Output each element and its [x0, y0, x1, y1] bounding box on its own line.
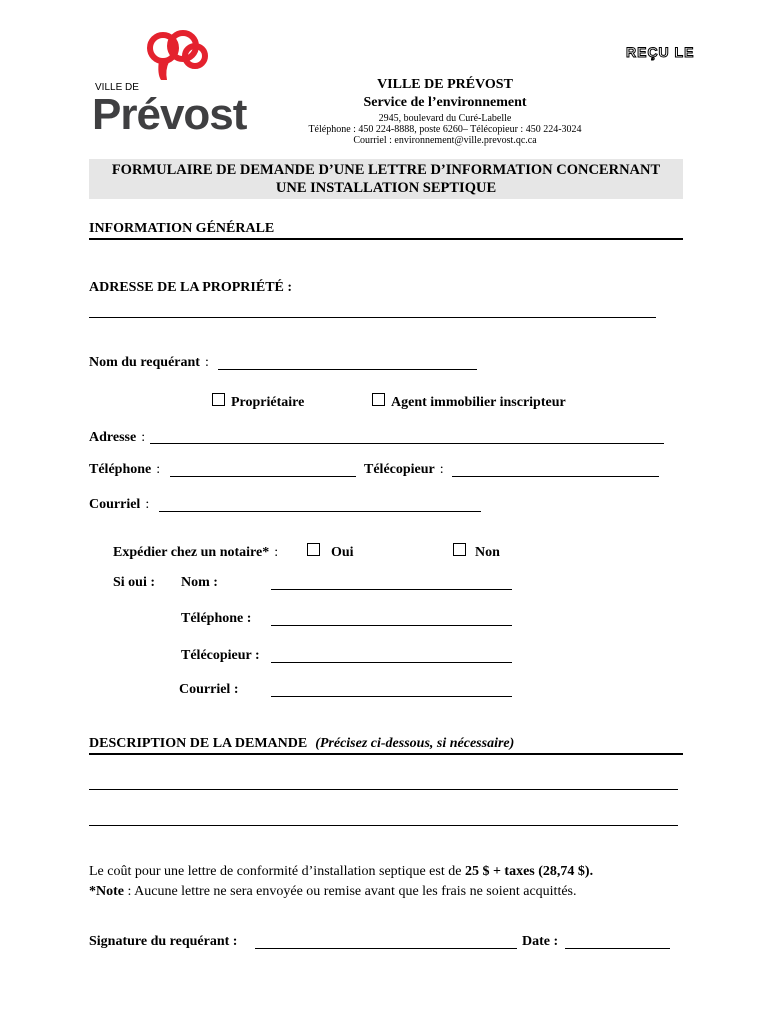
signature-label: Signature du requérant :: [89, 934, 238, 949]
notary-phone-label: Téléphone :: [181, 611, 252, 626]
city-title: VILLE DE PRÉVOST: [377, 77, 513, 92]
agent-checkbox[interactable]: [372, 393, 385, 406]
colon: :: [141, 430, 146, 445]
section-rule: [89, 753, 683, 755]
colon: :: [156, 462, 161, 477]
fax-label: Télécopieur: [364, 462, 435, 477]
service-phone-fax: Téléphone : 450 224-8888, poste 6260– Télécopieur : 450 224-3024: [308, 124, 582, 135]
form-title-line1: FORMULAIRE DE DEMANDE D’UNE LETTRE D’INFORMATION CONCERNANT: [111, 162, 661, 178]
general-section-title: INFORMATION GÉNÉRALE: [89, 221, 275, 236]
logo-mark-icon: [137, 30, 212, 82]
colon: :: [204, 355, 209, 370]
date-field[interactable]: [565, 948, 670, 949]
service-address: 2945, boulevard du Curé-Labelle: [378, 113, 512, 124]
description-line-2[interactable]: [89, 825, 678, 826]
email-label: Courriel: [89, 497, 141, 512]
notary-fax-label: Télécopieur :: [181, 648, 260, 663]
notary-name-label: Nom :: [181, 575, 218, 590]
notary-yes-checkbox[interactable]: [307, 543, 320, 556]
colon: :: [439, 462, 444, 477]
description-line-1[interactable]: [89, 789, 678, 790]
phone-label: Téléphone: [89, 462, 152, 477]
phone-field[interactable]: [170, 476, 356, 477]
notary-fax-field[interactable]: [271, 662, 512, 663]
signature-field[interactable]: [255, 948, 517, 949]
notary-no-checkbox[interactable]: [453, 543, 466, 556]
notary-email-label: Courriel :: [179, 682, 239, 697]
colon: :: [274, 545, 279, 560]
received-stamp: REÇU LE: [626, 44, 695, 60]
service-email: Courriel : environnement@ville.prevost.qc.ca: [353, 135, 537, 146]
logo-ville-de-text: VILLE DE: [95, 82, 139, 93]
agent-label: Agent immobilier inscripteur: [391, 395, 566, 410]
description-hint: (Précisez ci-dessous, si nécessaire): [315, 736, 515, 751]
cost-statement: [89, 862, 593, 880]
address-field[interactable]: [150, 443, 664, 444]
cost-amount: 25 $ + taxes (28,74 $).: [464, 864, 594, 879]
notary-label: Expédier chez un notaire*: [113, 545, 270, 560]
owner-checkbox[interactable]: [212, 393, 225, 406]
note-text: : Aucune lettre ne sera envoyée ou remise avant que les frais ne soient acquittés.: [124, 884, 577, 899]
description-section-title: DESCRIPTION DE LA DEMANDE: [89, 736, 308, 751]
requester-name-field[interactable]: [218, 369, 477, 370]
email-field[interactable]: [159, 511, 481, 512]
notary-phone-field[interactable]: [271, 625, 512, 626]
colon: :: [145, 497, 150, 512]
cost-text: Le coût pour une lettre de conformité d’installation septique est de: [89, 864, 465, 879]
letterhead: [300, 77, 590, 146]
note-label: *Note: [89, 884, 124, 899]
city-logo: [92, 30, 252, 139]
notary-yes-label: Oui: [331, 545, 354, 560]
property-address-field[interactable]: [89, 317, 656, 318]
property-address-label: ADRESSE DE LA PROPRIÉTÉ :: [89, 280, 293, 295]
service-title: Service de l’environnement: [363, 95, 527, 110]
requester-name-label: Nom du requérant: [89, 355, 200, 370]
logo-name-text: Prévost: [92, 90, 247, 139]
notary-email-field[interactable]: [271, 696, 512, 697]
fax-field[interactable]: [452, 476, 659, 477]
form-title: [89, 159, 683, 199]
owner-label: Propriétaire: [231, 395, 305, 410]
date-label: Date :: [522, 934, 559, 949]
section-rule: [89, 238, 683, 240]
notary-no-label: Non: [475, 545, 500, 560]
if-yes-label: Si oui :: [113, 575, 156, 590]
form-title-line2: UNE INSTALLATION SEPTIQUE: [275, 180, 497, 196]
notary-name-field[interactable]: [271, 589, 512, 590]
address-label: Adresse: [89, 430, 137, 445]
fee-note: [89, 882, 577, 900]
